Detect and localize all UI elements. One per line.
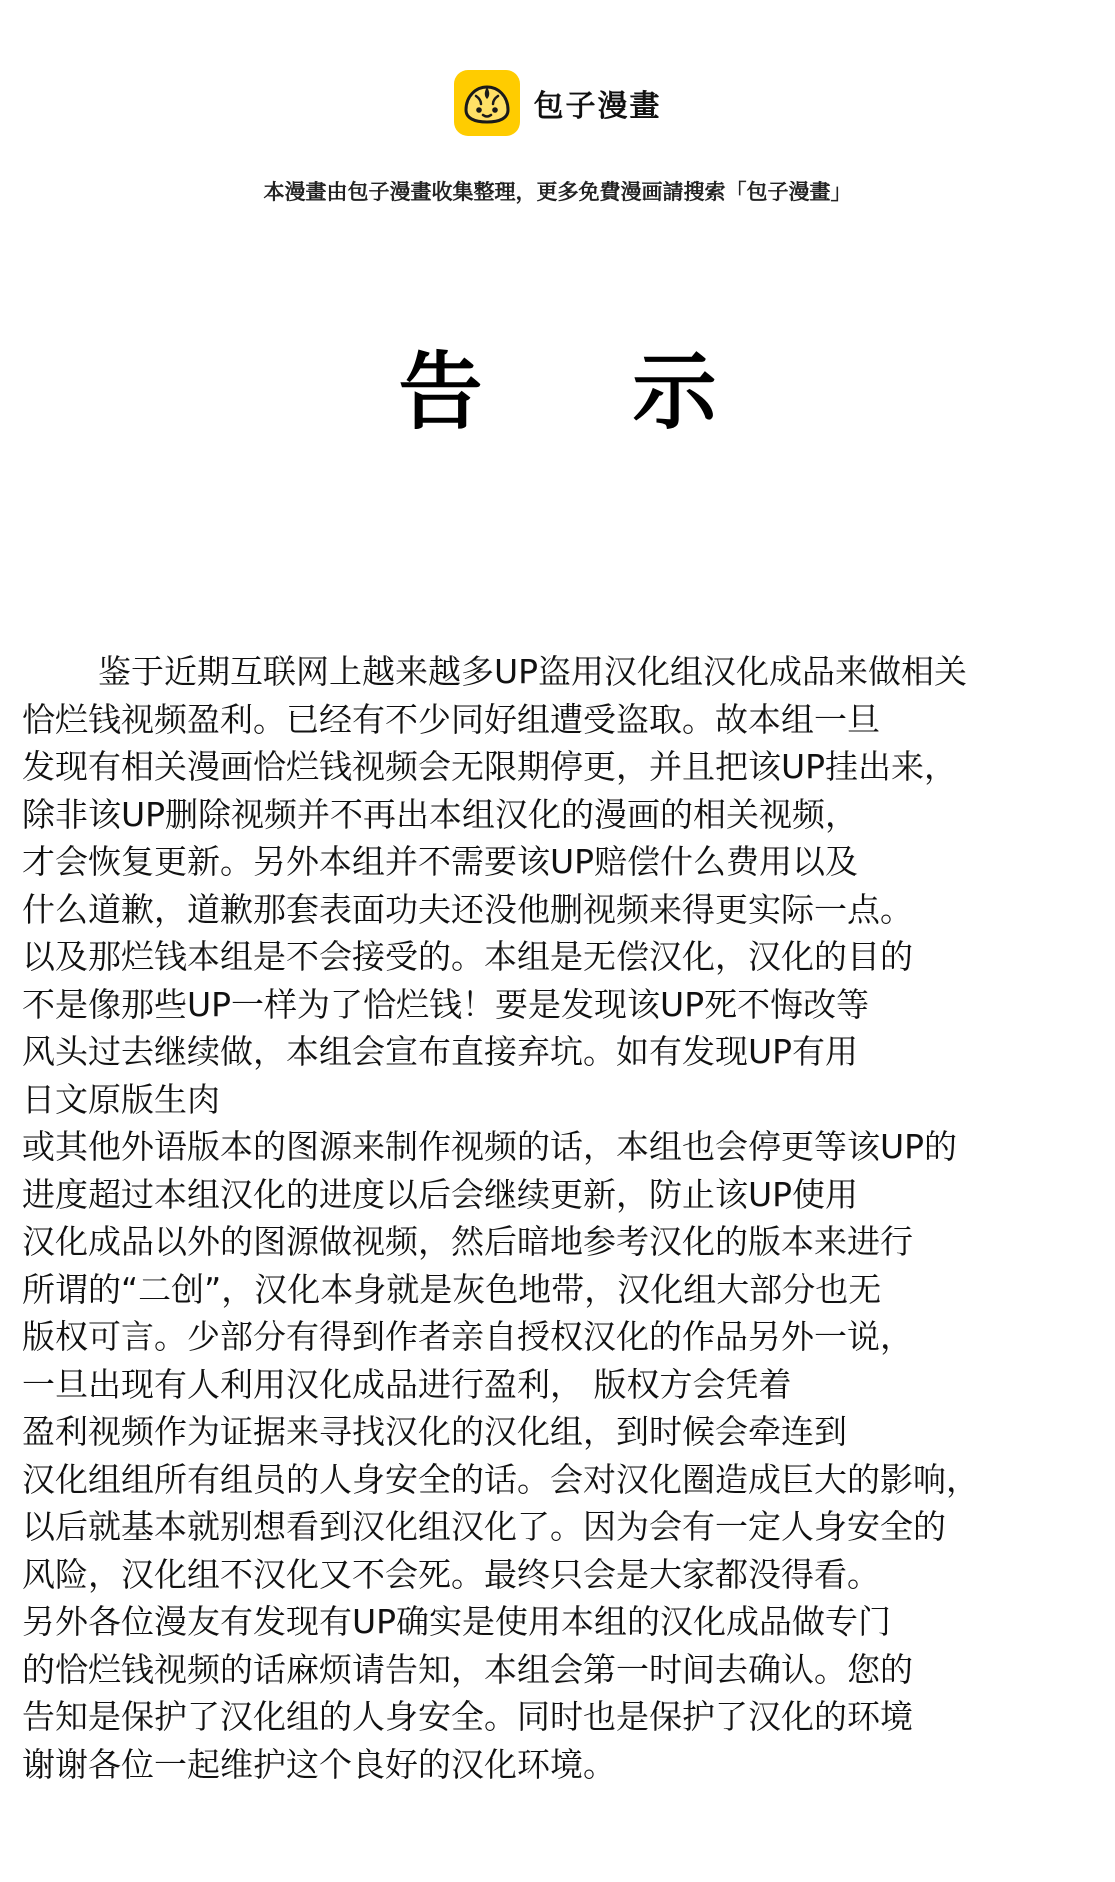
title-char-1: 告 [398,343,483,441]
body-line: 谢谢各位一起维护这个良好的汉化环境。 [22,1744,616,1784]
body-line: 汉化组组所有组员的人身安全的话。会对汉化圈造成巨大的影响， [22,1459,979,1499]
body-line: 鉴于近期互联网上越来越多UP盗用汉化组汉化成品来做相关 [98,652,968,691]
body-line: 什么道歉，道歉那套表面功夫还没他删视频来得更实际一点。 [22,889,913,929]
body-line: 风头过去继续做，本组会宣布直接弃坑。如有发现UP有用 [22,1032,859,1071]
body-line: 另外各位漫友有发现有UP确实是使用本组的汉化成品做专门 [22,1602,892,1641]
body-line: 版权可言。少部分有得到作者亲自授权汉化的作品另外一说， [22,1317,913,1356]
body-line: 日文原版生肉 [22,1079,220,1119]
body-line: 盈利视频作为证据来寻找汉化的汉化组，到时候会牵连到 [22,1412,847,1451]
body-line: 或其他外语版本的图源来制作视频的话，本组也会停更等该UP的 [22,1127,958,1166]
body-line: 所谓的“二创”，汉化本身就是灰色地带，汉化组大部分也无 [22,1269,882,1309]
brand-header [0,70,1115,136]
baozi-logo-icon [454,70,520,136]
site-notice: 本漫畫由包子漫畫收集整理，更多免費漫画請搜索「包子漫畫」 [263,180,852,204]
body-line: 除非该UP删除视频并不再出本组汉化的漫画的相关视频， [22,794,859,834]
body-line: 发现有相关漫画恰烂钱视频会无限期停更，并且把该UP挂出来， [22,747,958,786]
body-line: 风险，汉化组不汉化又不会死。最终只会是大家都没得看。 [22,1554,880,1594]
brand-name: 包子漫畫 [533,89,662,124]
body-line: 以后就基本就别想看到汉化组汉化了。因为会有一定人身安全的 [22,1507,946,1546]
body-line: 恰烂钱视频盈利。已经有不少同好组遭受盗取。故本组一旦 [22,699,880,739]
body-line: 告知是保护了汉化组的人身安全。同时也是保护了汉化的环境 [22,1697,913,1736]
body-line: 以及那烂钱本组是不会接受的。本组是无偿汉化，汉化的目的 [22,937,913,976]
body-line: 进度超过本组汉化的进度以后会继续更新，防止该UP使用 [22,1174,859,1214]
notice-body [22,648,1102,1788]
page-title [0,343,1115,441]
body-line: 不是像那些UP一样为了恰烂钱！要是发现该UP死不悔改等 [22,984,870,1024]
body-line: 才会恢复更新。另外本组并不需要该UP赔偿什么费用以及 [22,842,859,881]
body-line: 汉化成品以外的图源做视频，然后暗地参考汉化的版本来进行 [22,1222,913,1261]
body-line: 一旦出现有人利用汉化成品进行盈利， 版权方会凭着 [22,1364,792,1404]
body-line: 的恰烂钱视频的话麻烦请告知，本组会第一时间去确认。您的 [22,1649,913,1689]
title-char-2: 示 [632,343,717,441]
